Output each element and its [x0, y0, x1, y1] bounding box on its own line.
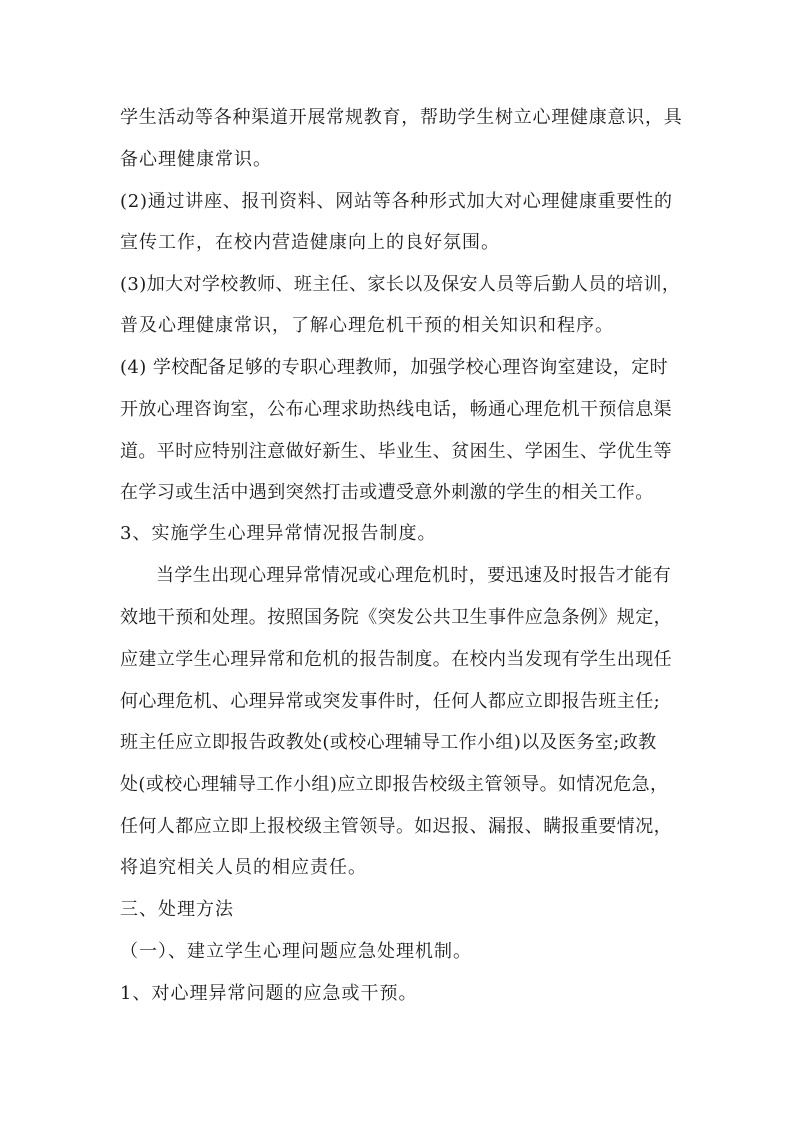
list-item-line: 宣传工作，在校内营造健康向上的良好氛围。: [120, 232, 500, 253]
paragraph-line: 学生活动等各种渠道开展常规教育，帮助学生树立心理健康意识，具: [120, 107, 683, 128]
list-item-line: (4) 学校配备足够的专职心理教师，加强学校心理咨询室建设，定时: [120, 357, 669, 378]
section-heading: 三、处理方法: [120, 899, 234, 920]
paragraph-line: 何心理危机、心理异常或突发事件时，任何人都应立即报告班主任;: [120, 691, 661, 712]
list-item-line: 道。平时应特别注意做好新生、毕业生、贫困生、学困生、学优生等: [120, 441, 672, 462]
paragraph-line: 班主任应立即报告政教处(或校心理辅导工作小组)以及医务室;政教: [120, 732, 657, 753]
subsection-heading: （一）、建立学生心理问题应急处理机制。: [120, 941, 472, 962]
paragraph-line: 效地干预和处理。按照国务院《突发公共卫生事件应急条例》规定，: [120, 607, 672, 628]
paragraph-line: 备心理健康常识。: [120, 149, 272, 170]
paragraph-line: 处(或校心理辅导工作小组)应立即报告校级主管领导。如情况危急，: [120, 774, 669, 795]
list-item-line: (3)加大对学校教师、班主任、家长以及保安人员等后勤人员的培训，: [120, 274, 681, 295]
section-heading: 3、实施学生心理异常情况报告制度。: [120, 523, 437, 544]
paragraph-line: 应建立学生心理异常和危机的报告制度。在校内当发现有学生出现任: [120, 649, 672, 670]
paragraph-line: 任何人都应立即上报校级主管领导。如迟报、漏报、瞒报重要情况，: [120, 816, 672, 837]
list-item-line: 开放心理咨询室，公布心理求助热线电话，畅通心理危机干预信息渠: [120, 399, 672, 420]
paragraph-line: 当学生出现心理异常情况或心理危机时，要迅速及时报告才能有: [156, 565, 672, 586]
subsection-heading: 1、对心理异常问题的应急或干预。: [120, 983, 418, 1004]
list-item-line: (2)通过讲座、报刊资料、网站等各种形式加大对心理健康重要性的: [120, 191, 673, 212]
list-item-line: 在学习或生活中遇到突然打击或遭受意外刺激的学生的相关工作。: [120, 482, 654, 503]
paragraph-line: 将追究相关人员的相应责任。: [120, 857, 367, 878]
list-item-line: 普及心理健康常识，了解心理危机干预的相关知识和程序。: [120, 315, 614, 336]
